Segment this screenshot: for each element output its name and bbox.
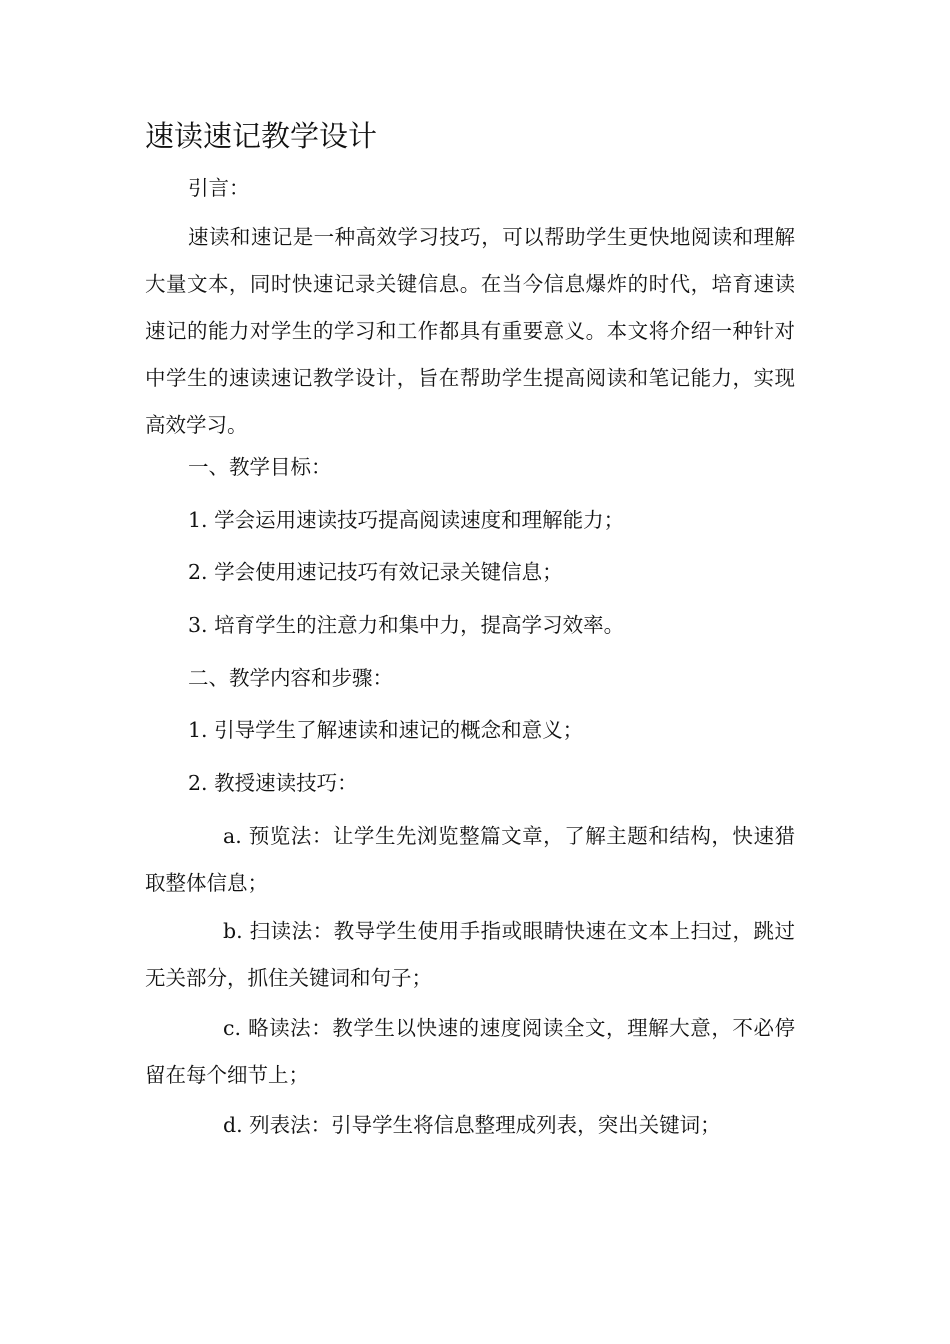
goal-item-1: 1. 学会运用速读技巧提高阅读速度和理解能力；: [188, 508, 625, 532]
intro-paragraph: 速读和速记是一种高效学习技巧，可以帮助学生更快地阅读和理解大量文本，同时快速记录关键信息。在当今信息爆炸的时代，培育速读速记的能力对学生的学习和工作都具有重要意义。本文将介绍一种针对中学生的速读速记教学设计，旨在帮助学生提高阅读和笔记能力，实现高效学习。: [145, 225, 795, 437]
section1-heading: 一、教学目标：: [188, 455, 332, 479]
technique-preview: a. 预览法：让学生先浏览整篇文章，了解主题和结构，快速猎取整体信息；: [145, 824, 795, 895]
document-title: 速读速记教学设计: [145, 119, 378, 153]
goal-item-2: 2. 学会使用速记技巧有效记录关键信息；: [188, 560, 563, 584]
section2-heading: 二、教学内容和步骤：: [188, 666, 393, 690]
technique-list: d. 列表法：引导学生将信息整理成列表，突出关键词；: [223, 1113, 721, 1137]
technique-scan: b. 扫读法：教导学生使用手指或眼睛快速在文本上扫过，跳过无关部分，抓住关键词和句子；: [145, 919, 795, 990]
technique-skim: c. 略读法：教学生以快速的速度阅读全文，理解大意，不必停留在每个细节上；: [145, 1016, 795, 1087]
goal-item-3: 3. 培育学生的注意力和集中力，提高学习效率。: [188, 613, 625, 637]
intro-label: 引言：: [188, 176, 250, 200]
step-item-2: 2. 教授速读技巧：: [188, 771, 358, 795]
step-item-1: 1. 引导学生了解速读和速记的概念和意义；: [188, 718, 584, 742]
